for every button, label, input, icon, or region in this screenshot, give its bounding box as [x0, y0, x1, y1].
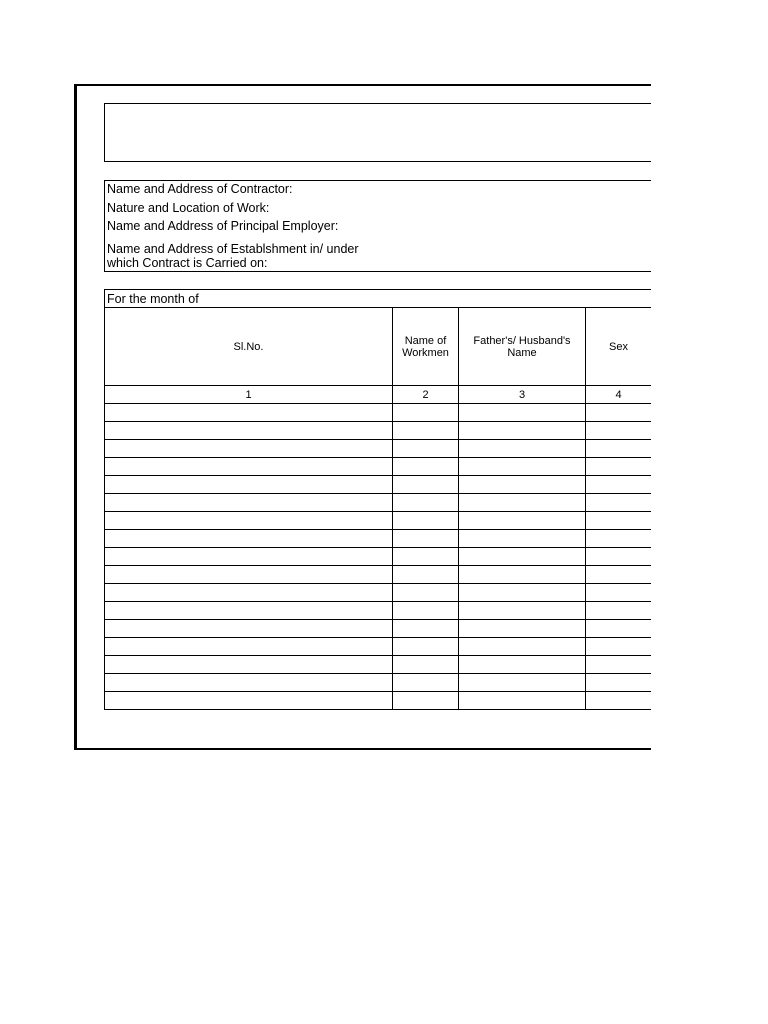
table-cell — [459, 692, 586, 710]
table-cell — [105, 440, 393, 458]
table-cell — [586, 476, 652, 494]
table-row — [105, 638, 652, 656]
table-row — [105, 494, 652, 512]
table-row — [105, 674, 652, 692]
table-cell — [459, 638, 586, 656]
table-cell — [105, 692, 393, 710]
table-cell — [105, 584, 393, 602]
table-cell — [105, 566, 393, 584]
table-cell — [105, 422, 393, 440]
table-cell — [105, 404, 393, 422]
table-cell — [105, 530, 393, 548]
table-cell — [459, 674, 586, 692]
table-cell — [586, 530, 652, 548]
table-cell — [459, 566, 586, 584]
table-row — [105, 620, 652, 638]
table-cell — [393, 440, 459, 458]
month-row — [104, 289, 656, 308]
table-cell — [459, 620, 586, 638]
table-cell — [459, 404, 586, 422]
table-cell — [459, 656, 586, 674]
table-cell — [105, 674, 393, 692]
table-cell — [105, 602, 393, 620]
table-row — [105, 602, 652, 620]
table-cell — [586, 656, 652, 674]
table-cell — [105, 656, 393, 674]
table-cell — [393, 602, 459, 620]
table-cell — [393, 494, 459, 512]
table-cell — [459, 422, 586, 440]
table-cell — [459, 476, 586, 494]
table-cell — [586, 440, 652, 458]
table-cell — [105, 620, 393, 638]
contractor-label: Name and Address of Contractor: — [107, 182, 293, 196]
table-cell — [393, 530, 459, 548]
table-cell — [586, 404, 652, 422]
table-cell — [105, 638, 393, 656]
table-row — [105, 584, 652, 602]
table-cell — [586, 584, 652, 602]
table-row — [105, 404, 652, 422]
table-cell — [586, 458, 652, 476]
month-label: For the month of — [107, 292, 199, 306]
table-row — [105, 512, 652, 530]
table-cell — [586, 692, 652, 710]
table-cell — [393, 476, 459, 494]
table-row — [105, 566, 652, 584]
table-row — [105, 458, 652, 476]
table-cell — [105, 548, 393, 566]
table-cell — [586, 620, 652, 638]
table-cell — [393, 692, 459, 710]
column-number-2: 2 — [393, 386, 459, 404]
table-row — [105, 440, 652, 458]
register-table — [104, 307, 652, 710]
table-cell — [586, 548, 652, 566]
table-cell — [393, 548, 459, 566]
table-cell — [459, 512, 586, 530]
table-row — [105, 422, 652, 440]
table-cell — [393, 638, 459, 656]
work-label: Nature and Location of Work: — [107, 201, 270, 215]
table-cell — [586, 494, 652, 512]
table-cell — [393, 674, 459, 692]
table-row — [105, 656, 652, 674]
table-cell — [459, 584, 586, 602]
table-cell — [586, 566, 652, 584]
table-cell — [393, 584, 459, 602]
table-cell — [459, 548, 586, 566]
header-sl-no: Sl.No. — [105, 308, 393, 386]
column-number-row — [105, 386, 652, 404]
table-cell — [105, 458, 393, 476]
table-cell — [393, 566, 459, 584]
table-cell — [105, 512, 393, 530]
table-cell — [586, 638, 652, 656]
establishment-label-line2: which Contract is Carried on: — [107, 256, 268, 270]
establishment-info-box — [104, 180, 656, 272]
table-row — [105, 530, 652, 548]
table-cell — [586, 602, 652, 620]
table-cell — [393, 458, 459, 476]
table-cell — [459, 494, 586, 512]
column-number-1: 1 — [105, 386, 393, 404]
table-cell — [393, 512, 459, 530]
header-row — [105, 308, 652, 386]
table-cell — [459, 458, 586, 476]
table-cell — [105, 476, 393, 494]
table-row — [105, 548, 652, 566]
page-crop-edge — [651, 80, 768, 760]
table-cell — [459, 530, 586, 548]
table-cell — [393, 620, 459, 638]
header-sex: Sex — [586, 308, 652, 386]
table-row — [105, 692, 652, 710]
header-father-husband-name: Father's/ Husband's Name — [459, 308, 586, 386]
establishment-label-line1: Name and Address of Establshment in/ under — [107, 242, 359, 256]
employer-label: Name and Address of Principal Employer: — [107, 219, 339, 233]
table-cell — [393, 656, 459, 674]
table-cell — [586, 512, 652, 530]
table-cell — [459, 602, 586, 620]
table-cell — [393, 422, 459, 440]
table-row — [105, 476, 652, 494]
column-number-3: 3 — [459, 386, 586, 404]
table-cell — [105, 494, 393, 512]
table-cell — [586, 422, 652, 440]
column-number-4: 4 — [586, 386, 652, 404]
table-cell — [586, 674, 652, 692]
table-cell — [459, 440, 586, 458]
table-cell — [393, 404, 459, 422]
form-title-box — [104, 103, 656, 162]
header-name-of-workmen: Name of Workmen — [393, 308, 459, 386]
